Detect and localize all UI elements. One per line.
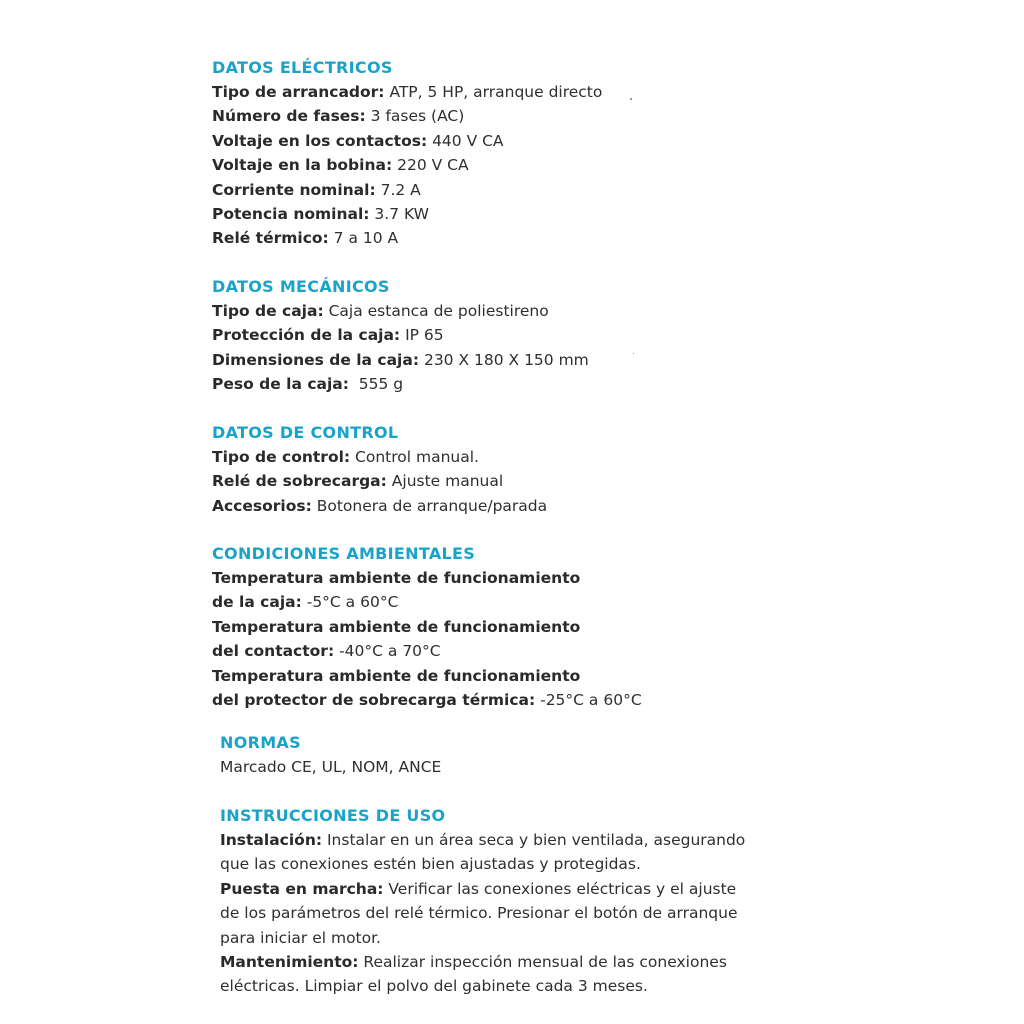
spec-label: Accesorios: (212, 496, 312, 515)
spec-label: Voltaje en los contactos: (212, 131, 428, 150)
spec-line (220, 974, 745, 998)
spec-line (212, 226, 602, 250)
spec-value: 7 a 10 A (328, 229, 399, 248)
spec-line (220, 877, 745, 901)
section-datos-mecanicos (212, 275, 589, 397)
spec-label: Número de fases: (212, 107, 366, 126)
spec-line (212, 469, 547, 493)
spec-label: Potencia nominal: (212, 205, 370, 224)
spec-line (212, 80, 602, 104)
spec-line (220, 901, 745, 925)
spec-label: Puesta en marcha: (220, 879, 384, 898)
spec-label: Mantenimiento: (220, 953, 359, 972)
section-heading: DATOS MECÁNICOS (212, 277, 390, 296)
spec-value: 3.7 KW (369, 205, 429, 224)
spec-line (212, 566, 642, 590)
spec-value: -40°C a 70°C (334, 642, 441, 661)
section-rows (212, 80, 602, 251)
spec-label: del contactor: (212, 642, 335, 661)
spec-line (212, 445, 547, 469)
spec-value: Realizar inspección mensual de las conexiones (358, 953, 727, 972)
spec-value: 220 V CA (392, 156, 469, 175)
spec-line (212, 129, 602, 153)
spec-label: Protección de la caja: (212, 326, 401, 345)
stray-dot (633, 353, 634, 354)
spec-label: Temperatura ambiente de funcionamiento (212, 666, 581, 685)
spec-value: Ajuste manual (386, 472, 504, 491)
spec-line (212, 688, 642, 712)
section-rows (212, 566, 642, 712)
section-heading: DATOS DE CONTROL (212, 423, 399, 442)
section-datos-electricos (212, 56, 602, 251)
spec-value: -25°C a 60°C (535, 691, 642, 710)
spec-line (212, 299, 589, 323)
spec-label: Temperatura ambiente de funcionamiento (212, 569, 581, 587)
section-heading: INSTRUCCIONES DE USO (220, 806, 446, 825)
spec-value: Marcado CE, UL, NOM, ANCE (220, 758, 442, 776)
spec-label: Relé de sobrecarga: (212, 472, 387, 491)
spec-value: IP 65 (400, 326, 444, 345)
spec-value: de los parámetros del relé térmico. Presionar el botón de arranque (220, 904, 738, 923)
spec-line (212, 494, 547, 518)
spec-label: Relé térmico: (212, 229, 329, 248)
spec-label: Dimensiones de la caja: (212, 350, 420, 369)
spec-line (220, 755, 441, 779)
section-heading: DATOS ELÉCTRICOS (212, 58, 393, 77)
spec-label: Corriente nominal: (212, 180, 376, 199)
spec-line (212, 372, 589, 396)
spec-value: Botonera de arranque/parada (311, 496, 548, 515)
spec-line (212, 664, 642, 688)
spec-line (212, 639, 642, 663)
spec-value: 230 X 180 X 150 mm (419, 350, 589, 369)
section-rows (212, 299, 589, 397)
spec-line (212, 323, 589, 347)
spec-label: Tipo de control: (212, 448, 351, 466)
spec-line (212, 590, 642, 614)
spec-line (212, 178, 602, 202)
spec-value: Control manual. (350, 448, 479, 466)
spec-line (212, 348, 589, 372)
spec-value: eléctricas. Limpiar el polvo del gabinete cada 3 meses. (220, 977, 648, 996)
spec-value: 7.2 A (375, 180, 421, 199)
spec-value: Verificar las conexiones eléctricas y el ajuste (383, 879, 737, 898)
section-heading: CONDICIONES AMBIENTALES (212, 544, 476, 563)
spec-line (212, 104, 602, 128)
section-rows (220, 828, 745, 999)
spec-label: Voltaje en la bobina: (212, 156, 393, 175)
spec-label: Tipo de caja: (212, 302, 324, 320)
spec-label: Temperatura ambiente de funcionamiento (212, 617, 581, 636)
spec-value: para iniciar el motor. (220, 928, 381, 947)
spec-label: Peso de la caja: (212, 375, 349, 394)
spec-line (212, 153, 602, 177)
spec-line (220, 926, 745, 950)
spec-value: 555 g (348, 375, 404, 394)
spec-value: que las conexiones estén bien ajustadas y protegidas. (220, 855, 641, 874)
spec-label: Instalación: (220, 831, 323, 849)
spec-value: -5°C a 60°C (301, 593, 399, 612)
spec-value: Caja estanca de poliestireno (323, 302, 549, 320)
section-rows (212, 445, 547, 518)
section-condiciones-ambientales (212, 542, 642, 712)
spec-value: Instalar en un área seca y bien ventilada, asegurando (322, 831, 746, 849)
spec-line (212, 615, 642, 639)
spec-value: ATP, 5 HP, arranque directo (384, 83, 603, 101)
section-normas (220, 731, 441, 779)
spec-label: Tipo de arrancador: (212, 83, 385, 101)
spec-line (220, 828, 745, 852)
spec-label: del protector de sobrecarga térmica: (212, 691, 536, 710)
spec-line (220, 852, 745, 876)
spec-line (220, 950, 745, 974)
spec-value: 440 V CA (427, 131, 504, 150)
stray-dot (630, 98, 632, 100)
spec-label: de la caja: (212, 593, 302, 612)
spec-value: 3 fases (AC) (365, 107, 465, 126)
section-rows (220, 755, 441, 779)
section-datos-control (212, 421, 547, 518)
spec-line (212, 202, 602, 226)
section-heading: NORMAS (220, 733, 301, 752)
section-instrucciones-de-uso (220, 804, 745, 999)
